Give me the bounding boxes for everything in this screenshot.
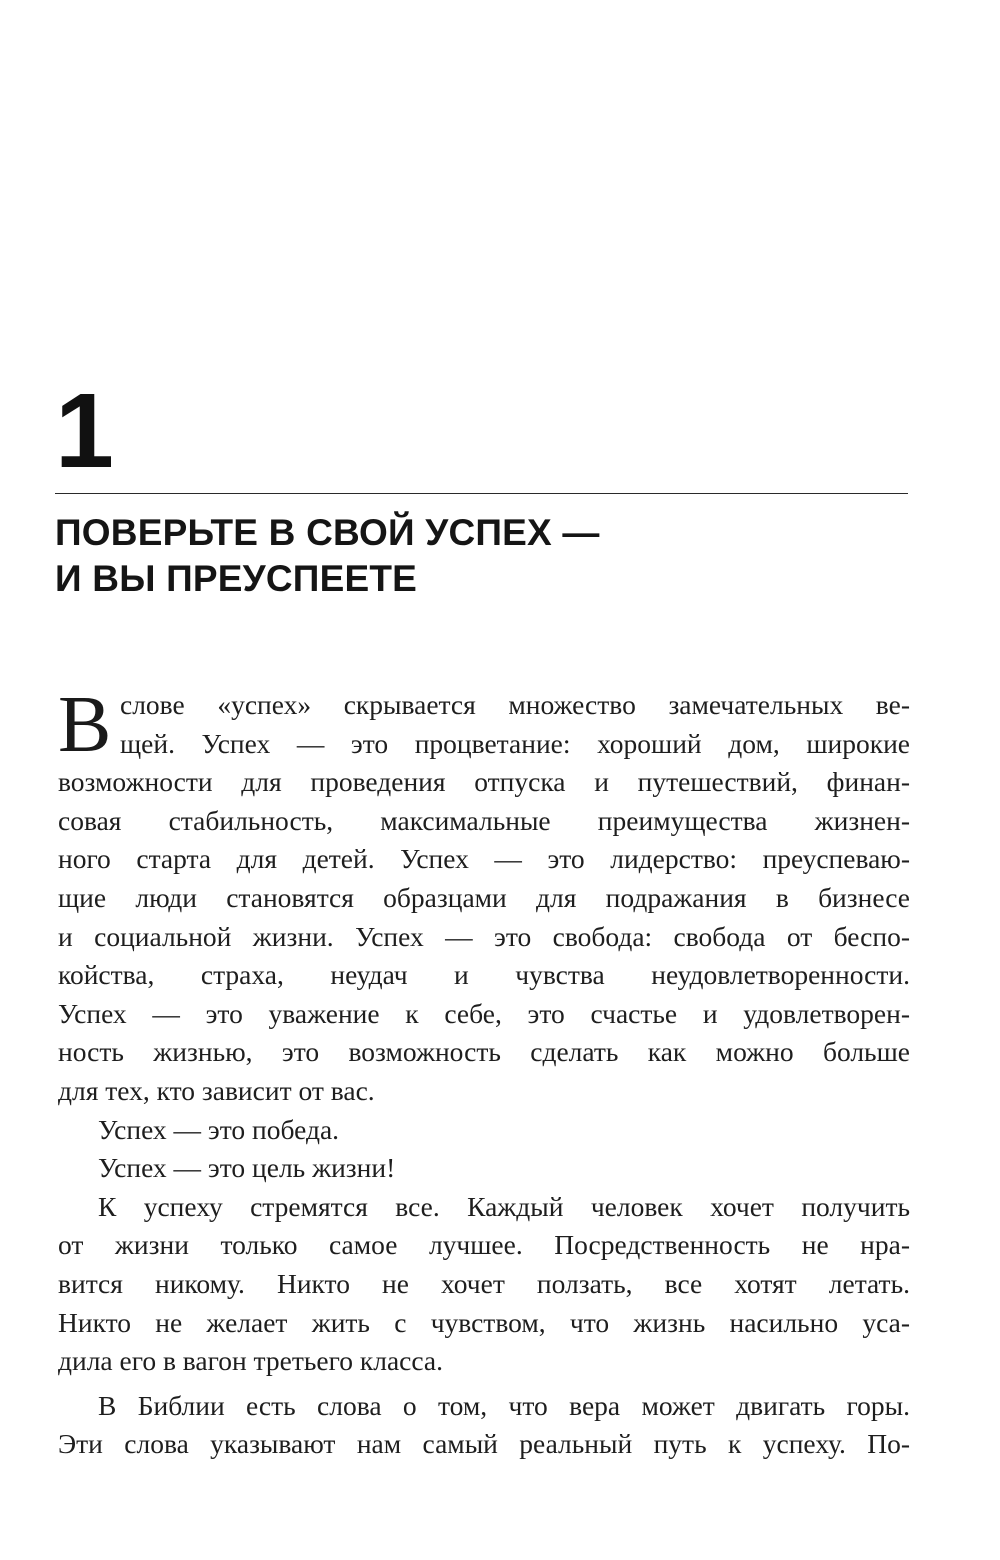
text-line: Никто не желает жить с чувством, что жизнь насильно уса-	[58, 1306, 910, 1338]
text-line: дила его в вагон третьего класса.	[58, 1345, 443, 1377]
text-line: В Библии есть слова о том, что вера может двигать горы.	[98, 1389, 910, 1421]
text-line: К успеху стремятся все. Каждый человек хочет получить	[98, 1190, 910, 1222]
paragraph-1	[58, 681, 910, 1111]
text-line: слове «успех» скрывается множество замечательных ве-	[120, 689, 910, 720]
text-line: возможности для проведения отпуска и путешествий, финан-	[58, 766, 910, 798]
paragraph-5	[58, 1387, 910, 1464]
text-line: ного старта для детей. Успех — это лидерство: преуспеваю-	[58, 843, 910, 875]
text-line: от жизни только самое лучшее. Посредственность не нра-	[58, 1229, 910, 1261]
chapter-body	[58, 681, 910, 1464]
paragraph-3	[58, 1149, 910, 1188]
text-line: Успех — это победа.	[98, 1113, 340, 1145]
text-line: койства, страха, неудач и чувства неудовлетворенности.	[58, 959, 910, 991]
text-line: щие люди становятся образцами для подражания в бизнесе	[58, 881, 910, 913]
text-line: щей. Успех — это процветание: хороший дом, широкие	[120, 727, 910, 759]
chapter-number: 1	[55, 372, 114, 490]
chapter-divider	[55, 493, 908, 494]
text-line: вится никому. Никто не хочет ползать, все хотят летать.	[58, 1267, 910, 1299]
text-line: Успех — это уважение к себе, это счастье и удовлетворен-	[58, 997, 910, 1029]
chapter-title-line: И ВЫ ПРЕУСПЕЕТЕ	[55, 558, 418, 599]
chapter-title-line: ПОВЕРЬТЕ В СВОЙ УСПЕХ —	[55, 512, 600, 553]
drop-cap: В	[58, 681, 112, 769]
chapter-title	[55, 510, 915, 602]
text-line: для тех, кто зависит от вас.	[58, 1074, 375, 1106]
text-line: совая стабильность, максимальные преимущества жизнен-	[58, 804, 910, 836]
text-line: и социальной жизни. Успех — это свобода: свобода от беспо-	[58, 920, 910, 952]
text-line: Успех — это цель жизни!	[98, 1152, 396, 1184]
text-line: Эти слова указывают нам самый реальный путь к успеху. По-	[58, 1428, 910, 1460]
text-line: ность жизнью, это возможность сделать как можно больше	[58, 1036, 910, 1068]
paragraph-4	[58, 1188, 910, 1381]
paragraph-2	[58, 1111, 910, 1150]
